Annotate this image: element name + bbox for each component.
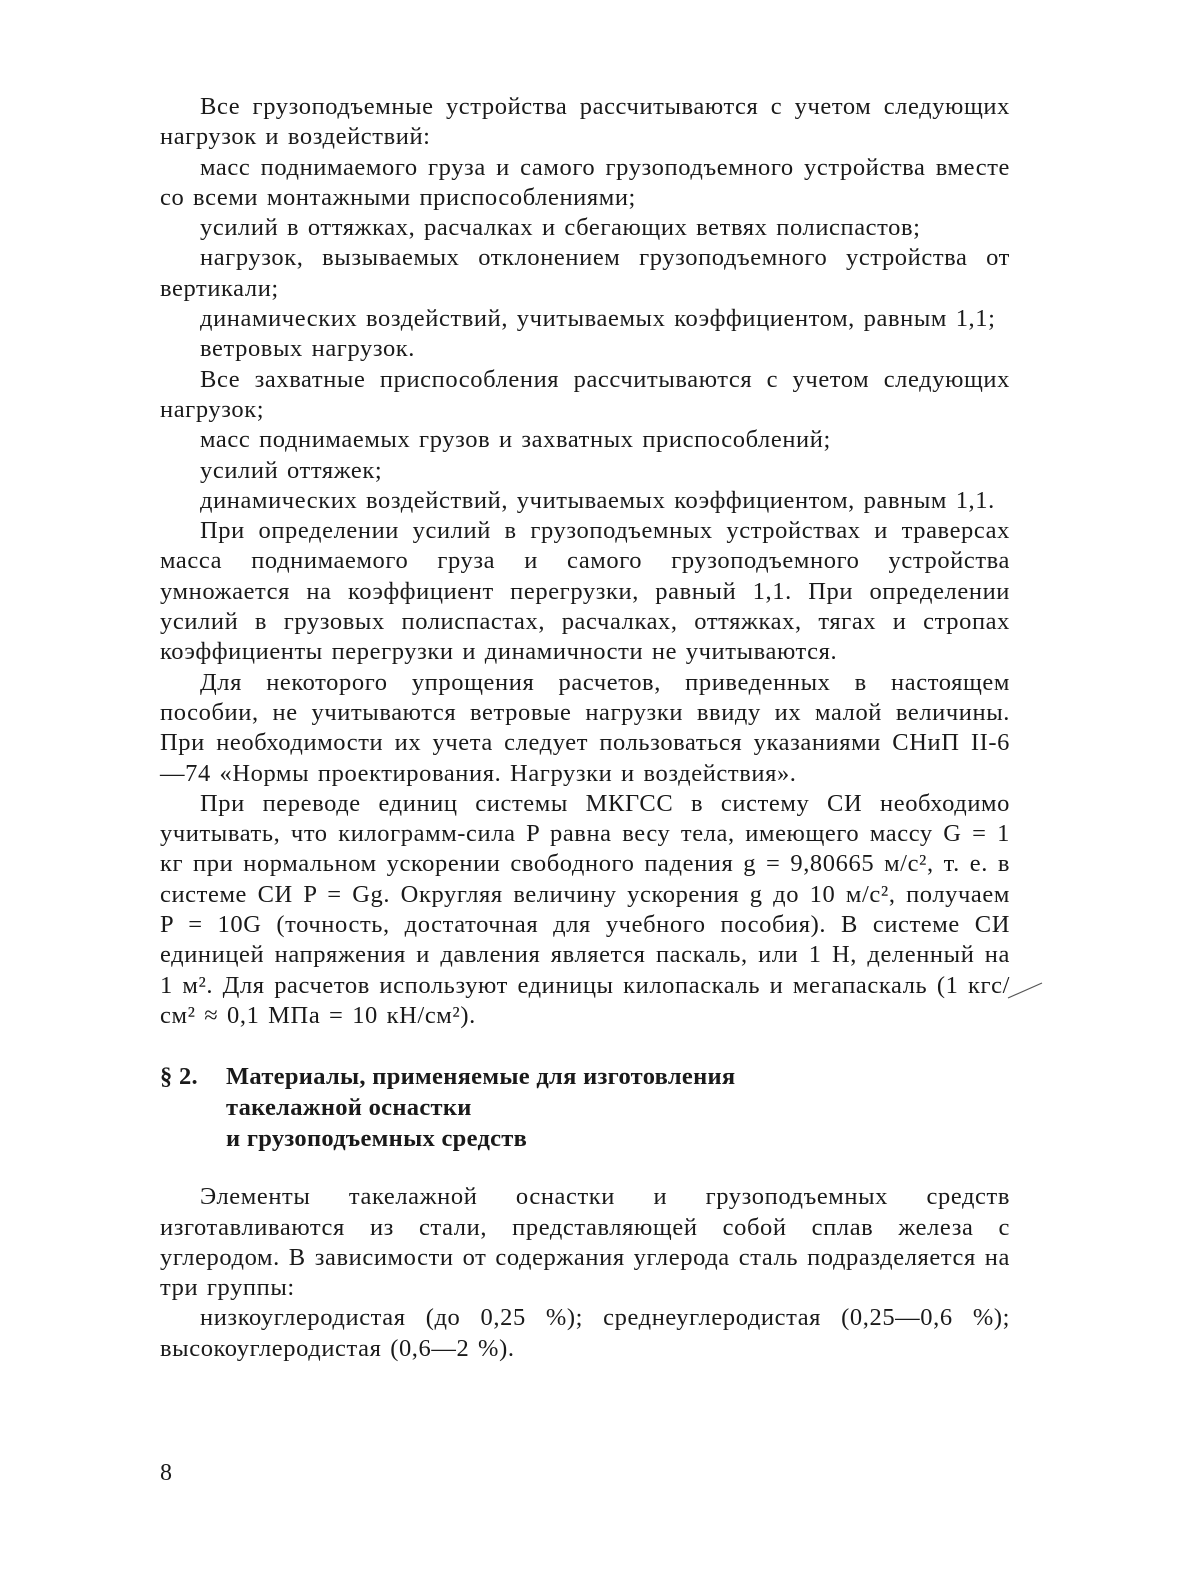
paragraph-gripping-devices: Все захватные приспособления рассчитываются с учетом следующих нагрузок; bbox=[160, 365, 1010, 423]
list-item-dynamic-effects-2: динамических воздействий, учитываемых коэффициентом, равным 1,1. bbox=[200, 486, 995, 514]
list-item-wind-loads: ветровых нагрузок. bbox=[200, 335, 416, 363]
paragraph-intro: Все грузоподъемные устройства рассчитываются с учетом следующих нагрузок и воздействий: bbox=[160, 93, 1010, 151]
list-item-deviation-loads: нагрузок, вызываемых отклонением грузоподъемного устройства от вертикали; bbox=[160, 244, 1010, 302]
paragraph-steel-elements: Элементы такелажной оснастки и грузоподъемных средств изготавливаются из стали, представляющей собой сплав железа с углеродом. В зависимости от содержания углерода сталь подразделяется на три группы: bbox=[160, 1183, 1010, 1302]
list-item-dynamic-effects: динамических воздействий, учитываемых коэффициентом, равным 1,1; bbox=[200, 305, 996, 333]
list-item-forces: усилий в оттяжках, расчалках и сбегающих ветвях полиспастов; bbox=[200, 214, 921, 242]
heading-line-2: такелажной оснастки bbox=[226, 1094, 472, 1122]
section-mark: § 2. bbox=[160, 1063, 198, 1091]
section-heading bbox=[160, 1061, 1010, 1154]
list-item-masses: масс поднимаемого груза и самого грузоподъемного устройства вместе со всеми монтажными приспособлениями; bbox=[160, 153, 1010, 211]
pen-mark-icon bbox=[1006, 980, 1046, 1000]
paragraph-overload-factor: При определении усилий в грузоподъемных устройствах и траверсах масса поднимаемого груза и самого грузоподъемного устройства умножается на коэффициент перегрузки, равный 1,1. При определении усилий в грузовых полиспастах, расчалках, оттяжках, тягах и стропах коэффициенты перегрузки и динамичности не учитываются. bbox=[160, 517, 1010, 666]
paragraph-si-units: При переводе единиц системы МКГСС в систему СИ необходимо учитывать, что килограмм-сила P равна весу тела, имеющего массу G = 1 кг при нормальном ускорении свободного падения g = 9,80665 м/с², т. е. в системе СИ P = Gg. Округляя величину ускорения g до 10 м/с², получаем P = 10G (точность, достаточная для учебного пособия). В системе СИ единицей напряжения и давления является паскаль, или 1 Н, деленный на 1 м². Для расчетов используют единицы килопаскаль и мегапаскаль (1 кгс/см² ≈ 0,1 МПа = 10 кН/см²). bbox=[160, 789, 1010, 1029]
list-item-guy-forces: усилий оттяжек; bbox=[200, 456, 383, 484]
list-item-load-masses: масс поднимаемых грузов и захватных приспособлений; bbox=[200, 426, 831, 454]
paragraph-steel-groups: низкоуглеродистая (до 0,25 %); среднеуглеродистая (0,25—0,6 %); высокоуглеродистая (0,6—2 %). bbox=[160, 1304, 1010, 1362]
document-page bbox=[160, 92, 1010, 1552]
paragraph-wind-simplification: Для некоторого упрощения расчетов, приведенных в настоящем пособии, не учитываются ветровые нагрузки ввиду их малой величины. При необходимости их учета следует пользоваться указаниями СНиП II-6—74 «Нормы проектирования. Нагрузки и воздействия». bbox=[160, 668, 1010, 787]
heading-line-3: и грузоподъемных средств bbox=[226, 1125, 528, 1153]
page-number: 8 bbox=[160, 1460, 172, 1486]
heading-line-1: Материалы, применяемые для изготовления bbox=[226, 1063, 736, 1091]
